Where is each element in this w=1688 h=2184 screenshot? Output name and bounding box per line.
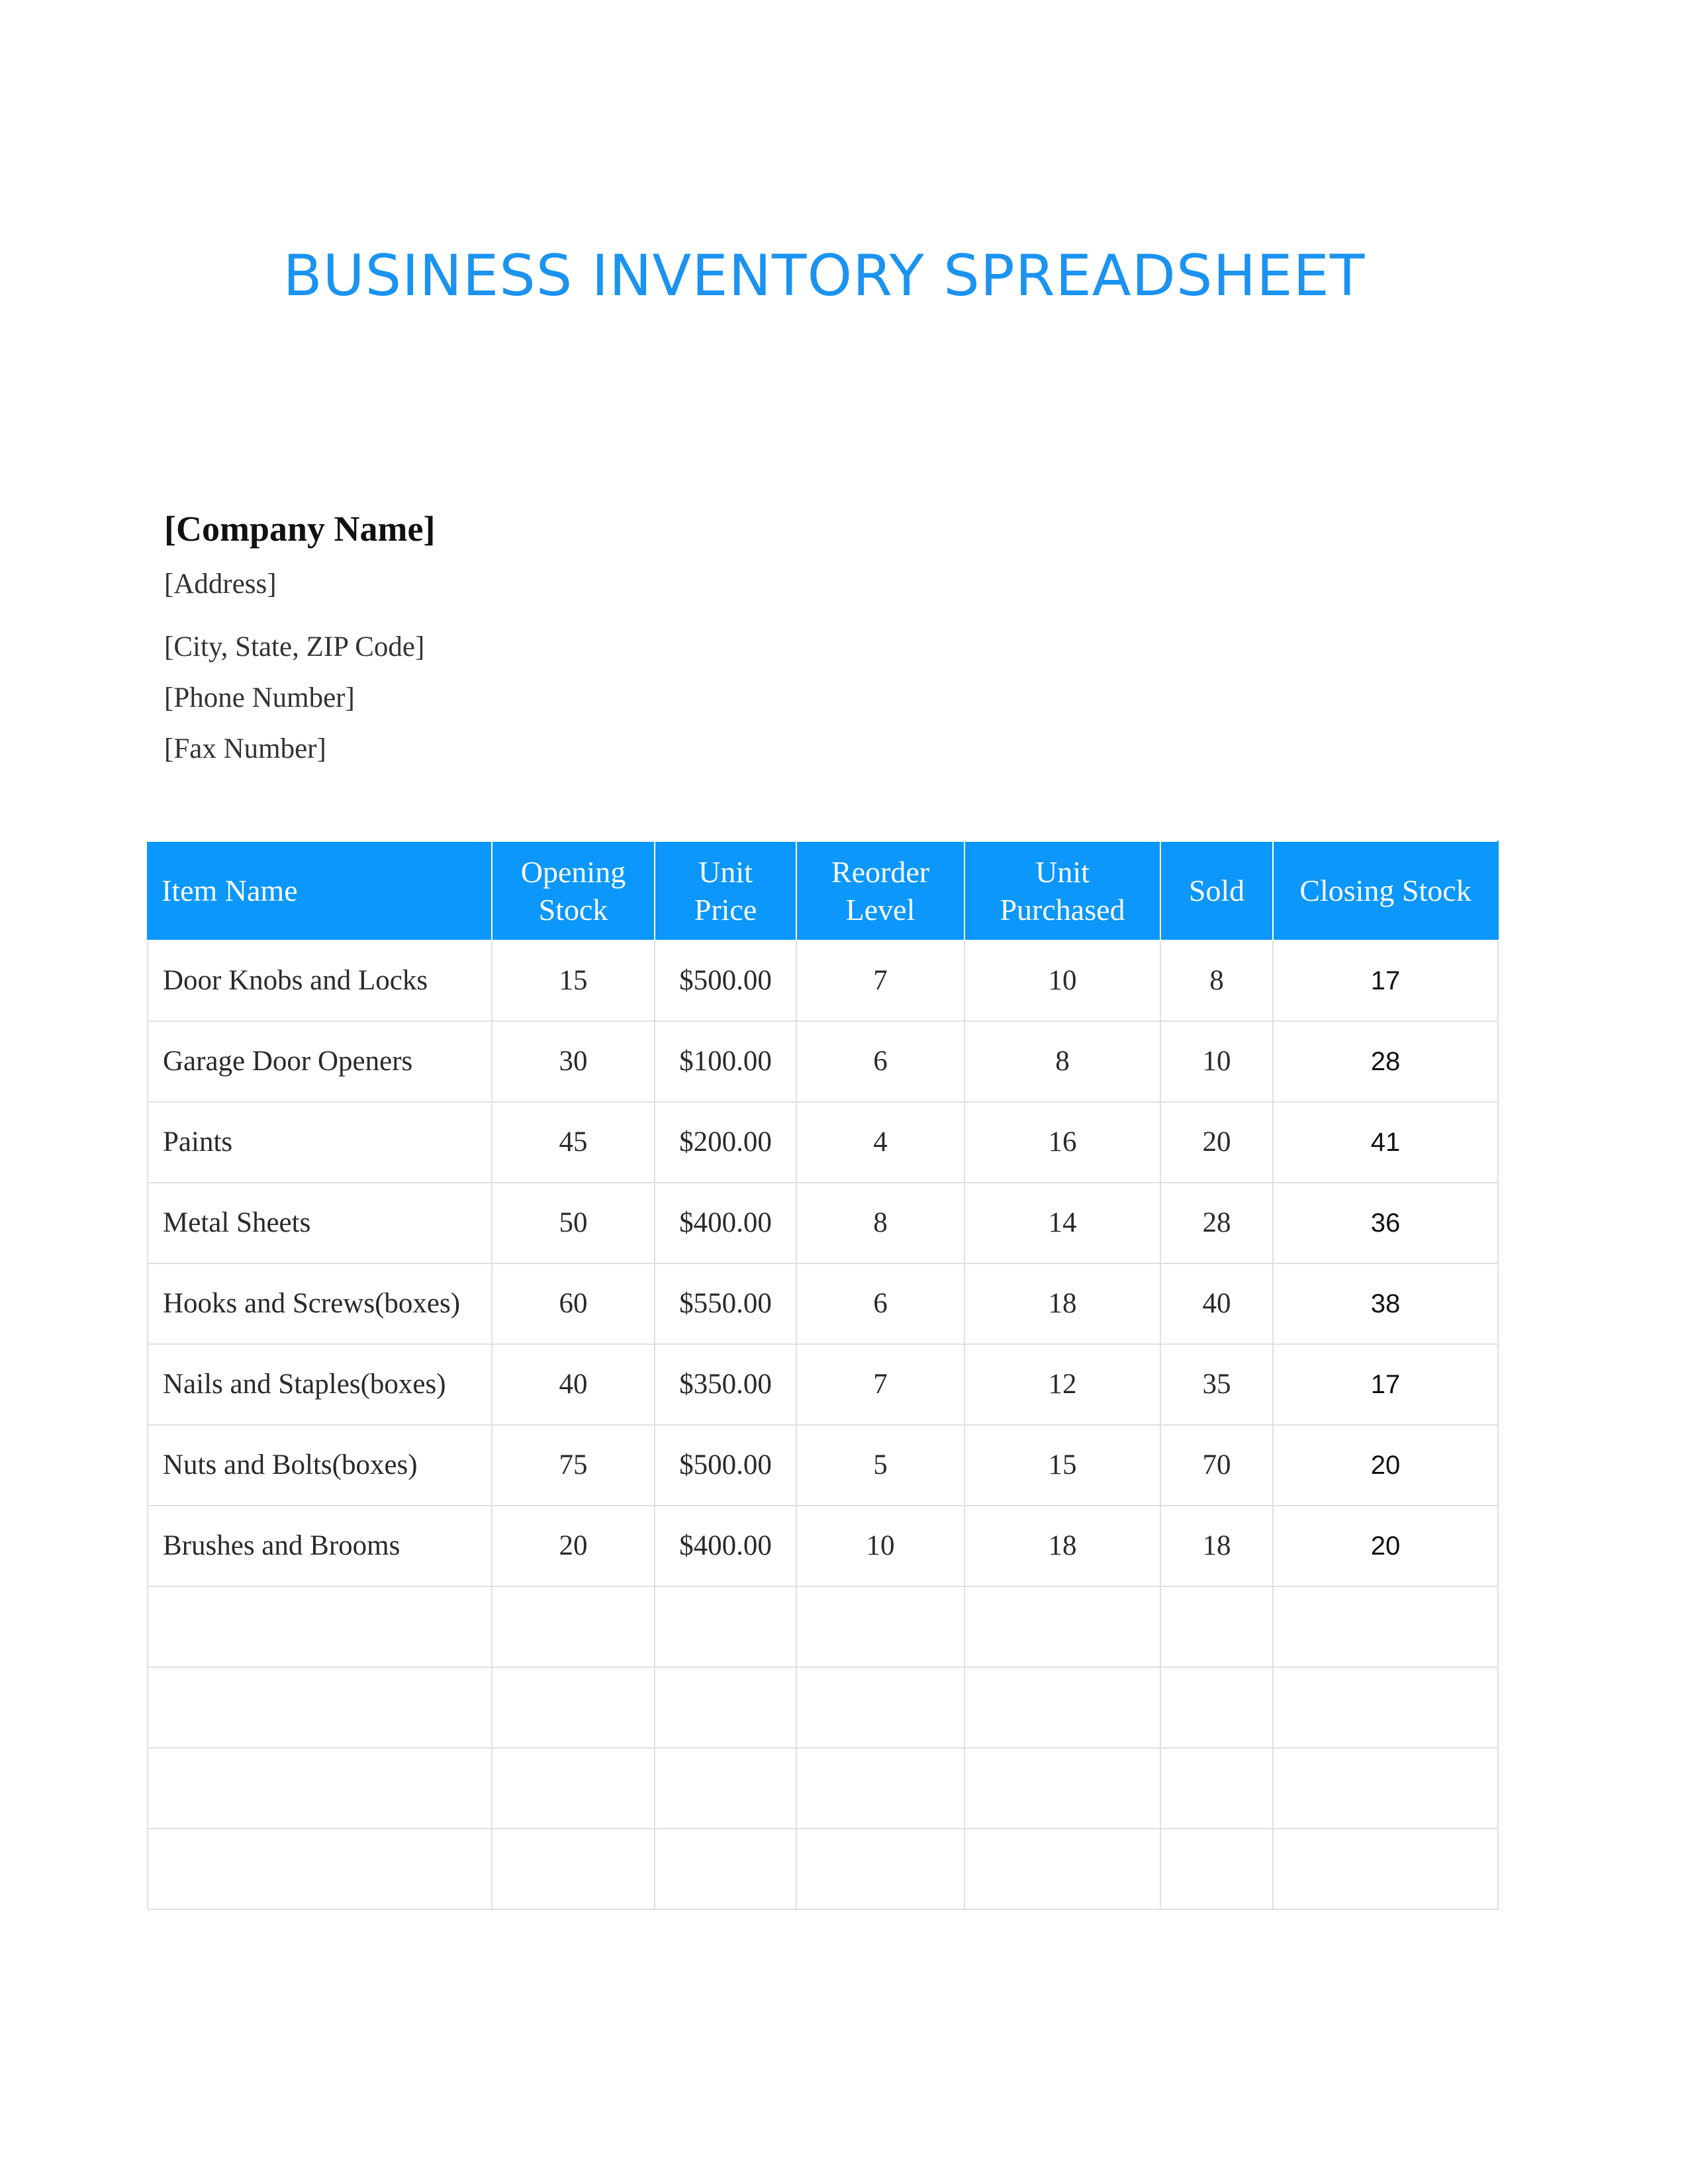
cell-unit-price: $500.00 (655, 1425, 796, 1506)
header-unit-purchased: Unit Purchased (964, 841, 1160, 940)
table-row (148, 940, 1498, 1021)
cell-opening-stock (492, 1829, 655, 1909)
header-unit-price: Unit Price (655, 841, 796, 940)
cell-unit-purchased (964, 1748, 1160, 1829)
cell-item-name (148, 1586, 492, 1667)
cell-item-name: Garage Door Openers (148, 1021, 492, 1102)
cell-item-name: Metal Sheets (148, 1183, 492, 1263)
cell-reorder-level: 8 (796, 1183, 964, 1263)
company-city-state-zip: [City, State, ZIP Code] (164, 631, 425, 662)
cell-reorder-level: 10 (796, 1506, 964, 1586)
cell-reorder-level: 7 (796, 940, 964, 1021)
cell-reorder-level: 4 (796, 1102, 964, 1183)
cell-reorder-level (796, 1748, 964, 1829)
inventory-table (147, 841, 1499, 1910)
company-fax: [Fax Number] (164, 733, 326, 765)
cell-closing-stock (1273, 1748, 1498, 1829)
cell-unit-price: $400.00 (655, 1506, 796, 1586)
cell-sold: 28 (1160, 1183, 1273, 1263)
cell-sold (1160, 1829, 1273, 1909)
cell-closing-stock: 38 (1273, 1263, 1498, 1344)
cell-unit-price (655, 1748, 796, 1829)
cell-opening-stock: 20 (492, 1506, 655, 1586)
table-row (148, 1829, 1498, 1909)
cell-unit-purchased: 14 (964, 1183, 1160, 1263)
cell-item-name: Hooks and Screws(boxes) (148, 1263, 492, 1344)
cell-reorder-level (796, 1667, 964, 1748)
cell-item-name: Door Knobs and Locks (148, 940, 492, 1021)
cell-item-name: Paints (148, 1102, 492, 1183)
cell-sold: 10 (1160, 1021, 1273, 1102)
cell-unit-price: $350.00 (655, 1344, 796, 1425)
cell-item-name: Nuts and Bolts(boxes) (148, 1425, 492, 1506)
cell-sold: 8 (1160, 940, 1273, 1021)
cell-item-name (148, 1748, 492, 1829)
cell-unit-price (655, 1667, 796, 1748)
table-row (148, 1021, 1498, 1102)
cell-sold (1160, 1586, 1273, 1667)
table-row (148, 1586, 1498, 1667)
cell-unit-purchased: 18 (964, 1506, 1160, 1586)
cell-unit-purchased: 15 (964, 1425, 1160, 1506)
cell-sold (1160, 1748, 1273, 1829)
cell-unit-price: $100.00 (655, 1021, 796, 1102)
cell-sold (1160, 1667, 1273, 1748)
cell-closing-stock (1273, 1667, 1498, 1748)
cell-unit-price: $200.00 (655, 1102, 796, 1183)
header-reorder-level: Reorder Level (796, 841, 964, 940)
cell-unit-price: $400.00 (655, 1183, 796, 1263)
cell-opening-stock (492, 1748, 655, 1829)
company-phone: [Phone Number] (164, 682, 355, 713)
cell-unit-purchased: 16 (964, 1102, 1160, 1183)
table-row (148, 1102, 1498, 1183)
header-closing-stock: Closing Stock (1273, 841, 1498, 940)
cell-unit-purchased: 10 (964, 940, 1160, 1021)
cell-opening-stock (492, 1667, 655, 1748)
header-item-name: Item Name (148, 841, 492, 940)
table-header-row (148, 841, 1498, 940)
cell-item-name: Brushes and Brooms (148, 1506, 492, 1586)
cell-item-name (148, 1829, 492, 1909)
cell-item-name: Nails and Staples(boxes) (148, 1344, 492, 1425)
table-row (148, 1344, 1498, 1425)
table-row (148, 1748, 1498, 1829)
cell-reorder-level: 7 (796, 1344, 964, 1425)
header-sold: Sold (1160, 841, 1273, 940)
table-body (148, 940, 1498, 1909)
cell-unit-price: $500.00 (655, 940, 796, 1021)
cell-closing-stock: 36 (1273, 1183, 1498, 1263)
cell-closing-stock: 20 (1273, 1506, 1498, 1586)
cell-sold: 35 (1160, 1344, 1273, 1425)
cell-reorder-level: 6 (796, 1263, 964, 1344)
table-row (148, 1506, 1498, 1586)
cell-reorder-level: 5 (796, 1425, 964, 1506)
cell-closing-stock: 41 (1273, 1102, 1498, 1183)
cell-sold: 40 (1160, 1263, 1273, 1344)
header-opening-stock: Opening Stock (492, 841, 655, 940)
cell-reorder-level (796, 1829, 964, 1909)
cell-opening-stock: 30 (492, 1021, 655, 1102)
cell-opening-stock (492, 1586, 655, 1667)
cell-opening-stock: 45 (492, 1102, 655, 1183)
cell-closing-stock: 20 (1273, 1425, 1498, 1506)
cell-sold: 20 (1160, 1102, 1273, 1183)
company-name: [Company Name] (164, 509, 436, 549)
cell-closing-stock: 28 (1273, 1021, 1498, 1102)
table-row (148, 1425, 1498, 1506)
cell-opening-stock: 50 (492, 1183, 655, 1263)
cell-reorder-level (796, 1586, 964, 1667)
table-row (148, 1667, 1498, 1748)
cell-unit-price: $550.00 (655, 1263, 796, 1344)
cell-opening-stock: 15 (492, 940, 655, 1021)
cell-unit-price (655, 1586, 796, 1667)
document-title: BUSINESS INVENTORY SPREADSHEET (283, 243, 1366, 309)
cell-unit-purchased: 18 (964, 1263, 1160, 1344)
table-row (148, 1263, 1498, 1344)
cell-item-name (148, 1667, 492, 1748)
cell-unit-price (655, 1829, 796, 1909)
cell-closing-stock (1273, 1586, 1498, 1667)
cell-closing-stock (1273, 1829, 1498, 1909)
cell-closing-stock: 17 (1273, 940, 1498, 1021)
cell-opening-stock: 60 (492, 1263, 655, 1344)
company-address: [Address] (164, 569, 277, 600)
cell-opening-stock: 40 (492, 1344, 655, 1425)
cell-unit-purchased (964, 1667, 1160, 1748)
cell-unit-purchased (964, 1829, 1160, 1909)
company-info (164, 510, 435, 765)
cell-sold: 18 (1160, 1506, 1273, 1586)
cell-unit-purchased (964, 1586, 1160, 1667)
cell-unit-purchased: 12 (964, 1344, 1160, 1425)
cell-opening-stock: 75 (492, 1425, 655, 1506)
cell-sold: 70 (1160, 1425, 1273, 1506)
cell-closing-stock: 17 (1273, 1344, 1498, 1425)
cell-reorder-level: 6 (796, 1021, 964, 1102)
cell-unit-purchased: 8 (964, 1021, 1160, 1102)
table-row (148, 1183, 1498, 1263)
